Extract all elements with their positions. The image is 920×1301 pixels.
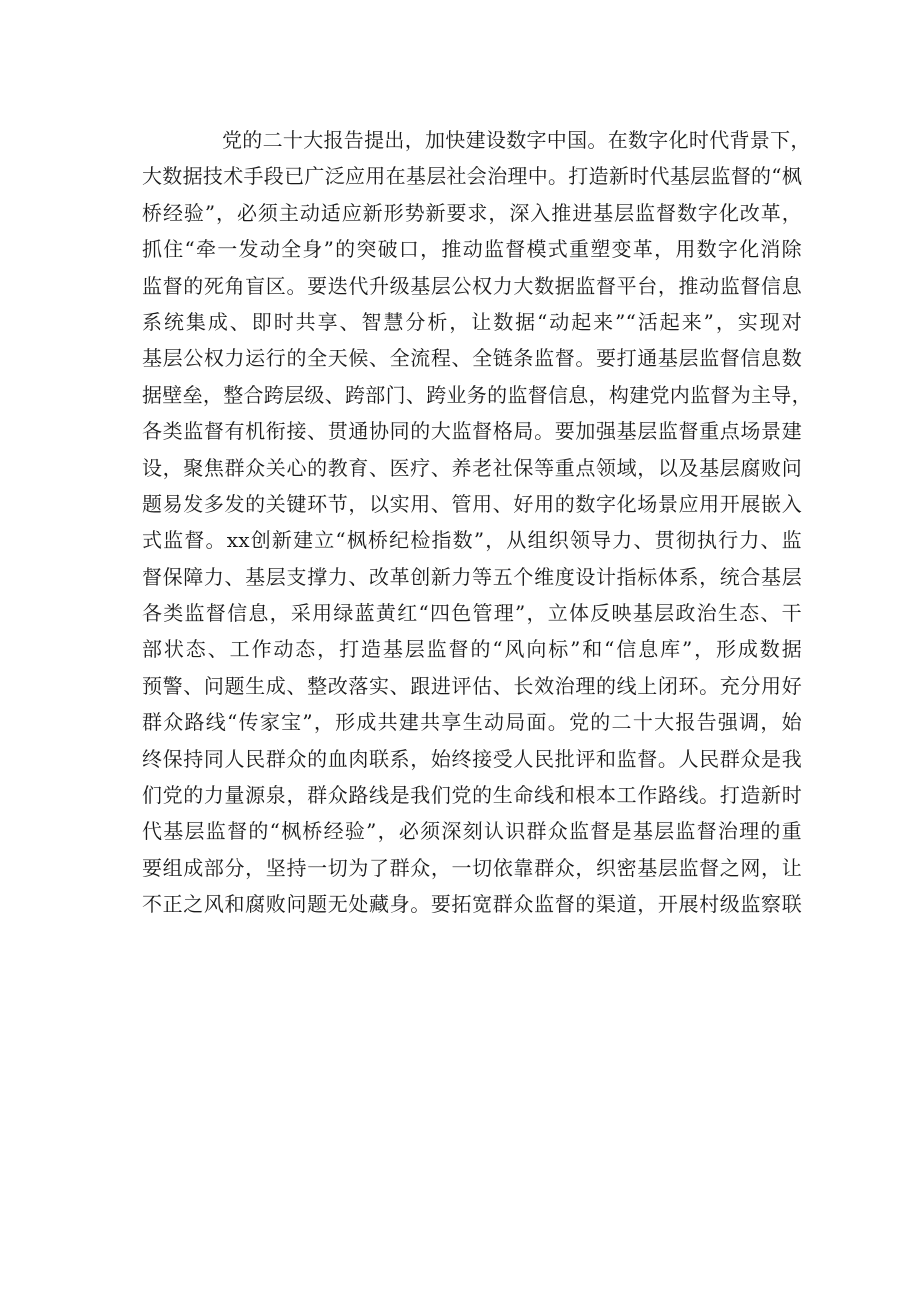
text-line: 设，聚焦群众关心的教育、医疗、养老社保等重点领域，以及基层腐败问 [142, 455, 802, 480]
text-line: 要组成部分，坚持一切为了群众，一切依靠群众，织密基层监督之网，让 [142, 855, 802, 880]
text-line: 题易发多发的关键环节，以实用、管用、好用的数字化场景应用开展嵌入 [142, 491, 802, 516]
text-line: 系统集成、即时共享、智慧分析，让数据“动起来”“活起来”，实现对 [142, 309, 802, 334]
text-line: 终保持同人民群众的血肉联系，始终接受人民批评和监督。人民群众是我 [142, 746, 802, 771]
text-line: 部状态、工作动态，打造基层监督的“风向标”和“信息库”，形成数据 [142, 637, 802, 662]
text-line: 各类监督有机衔接、贯通协同的大监督格局。要加强基层监督重点场景建 [142, 419, 802, 444]
text-line: 大数据技术手段已广泛应用在基层社会治理中。打造新时代基层监督的“枫 [142, 164, 803, 189]
text-line: 据壁垒，整合跨层级、跨部门、跨业务的监督信息，构建党内监督为主导， [142, 382, 812, 407]
text-line: 抓住“牵一发动全身”的突破口，推动监督模式重塑变革，用数字化消除 [142, 237, 802, 262]
text-line: 党的二十大报告提出，加快建设数字中国。在数字化时代背景下， [222, 128, 811, 152]
text-line: 监督的死角盲区。要迭代升级基层公权力大数据监督平台，推动监督信息 [142, 273, 802, 298]
text-line: 预警、问题生成、整改落实、跟进评估、长效治理的线上闭环。充分用好 [142, 673, 802, 698]
text-line: 不正之风和腐败问题无处藏身。要拓宽群众监督的渠道，开展村级监察联 [142, 892, 802, 917]
text-line: 桥经验”，必须主动适应新形势新要求，深入推进基层监督数字化改革， [142, 200, 802, 225]
text-line: 式监督。xx创新建立“枫桥纪检指数”，从组织领导力、贯彻执行力、监 [142, 528, 802, 553]
text-line: 群众路线“传家宝”，形成共建共享生动局面。党的二十大报告强调，始 [142, 710, 802, 735]
body-paragraph [142, 122, 812, 923]
text-line: 各类监督信息，采用绿蓝黄红“四色管理”，立体反映基层政治生态、干 [142, 601, 802, 626]
text-line: 督保障力、基层支撑力、改革创新力等五个维度设计指标体系，统合基层 [142, 564, 802, 589]
text-line: 们党的力量源泉，群众路线是我们党的生命线和根本工作路线。打造新时 [142, 783, 802, 808]
text-line: 代基层监督的“枫桥经验”，必须深刻认识群众监督是基层监督治理的重 [142, 819, 802, 844]
text-line: 基层公权力运行的全天候、全流程、全链条监督。要打通基层监督信息数 [142, 346, 802, 371]
